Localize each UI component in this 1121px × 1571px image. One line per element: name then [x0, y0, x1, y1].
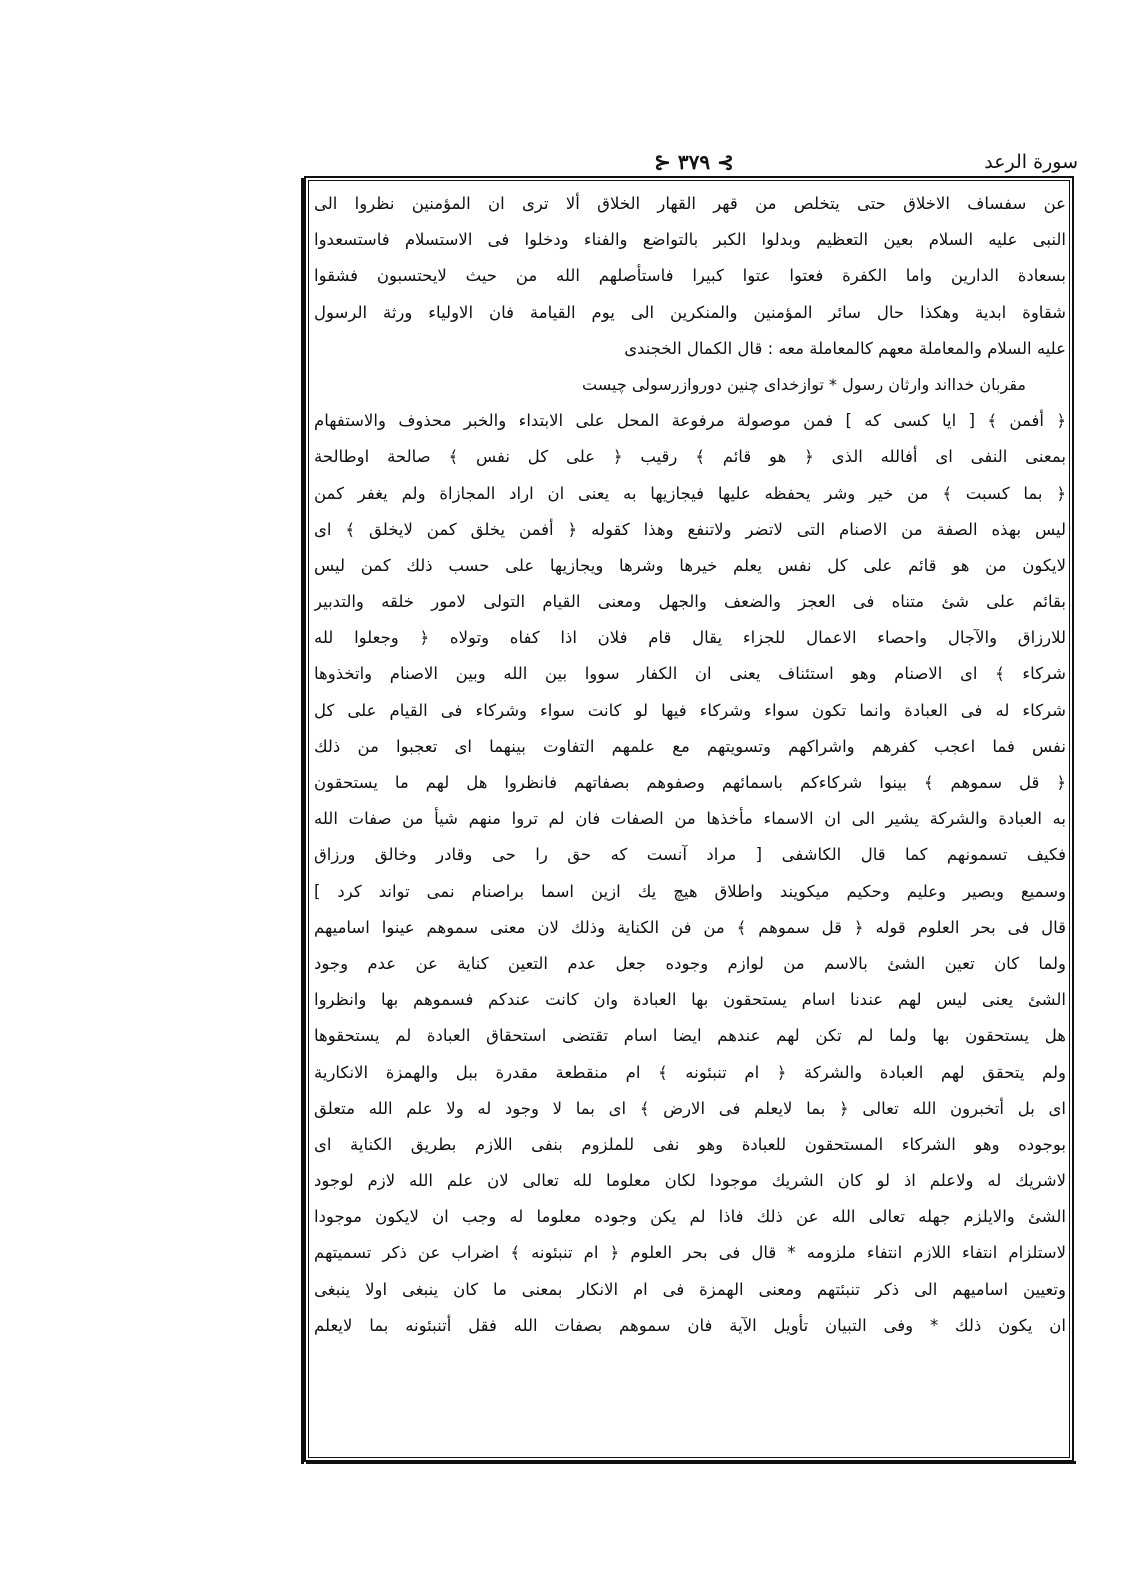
text-line: لاستلزام انتفاء اللازم انتفاء ملزومه * قال فى بحر العلوم ﴿ ام تنبئونه ﴾ اضراب عن ذكر تسميتهم: [314, 1243, 1066, 1263]
text-line: عن سفساف الاخلاق حتى يتخلص من قهر القهار الخلاق ألا ترى ان المؤمنين نظروا الى: [314, 194, 1066, 213]
surah-name: سورة الرعد: [984, 151, 1078, 173]
text-line: لايكون من هو قائم على كل نفس يعلم خيرها وشرها ويجازيها على حسب ذلك كمن ليس: [314, 555, 1066, 575]
text-line: نفس فما اعجب كفرهم واشراكهم وتسويتهم مع علمهم التفاوت بينهما اى تعجبوا من ذلك: [314, 736, 1066, 756]
text-line: بقائم على شئ متناه فى العجز والضعف والجهل ومعنى القيام التولى لامور خلقه والتدبير: [314, 592, 1066, 612]
text-line: وتعيين اساميهم الى ذكر تنبئتهم ومعنى الهمزة فى ام الانكار بمعنى ما كان ينبغى اولا ينبغى: [314, 1279, 1066, 1299]
page-number: ⊱ ٣٧٩ ⊰: [654, 150, 734, 174]
text-line: شركاء ﴾ اى الاصنام وهو استئناف يعنى ان الكفار سووا بين الله وبين الاصنام واتخذوها: [314, 664, 1066, 684]
text-line: ولم يتحقق لهم العبادة والشركة ﴿ ام تنبئونه ﴾ ام منقطعة مقدرة ببل والهمزة الانكارية: [314, 1062, 1066, 1082]
text-line: هل يستحقون بها ولما لم تكن لهم عندهم ايضا اسام تقتضى استحقاق العبادة لم يستحقوها: [314, 1026, 1066, 1046]
text-line: شقاوة ابدية وهكذا حال سائر المؤمنين والمنكرين الى يوم القيامة فان الاولياء ورثة الرسول: [314, 302, 1066, 322]
text-line: ﴿ قل سموهم ﴾ بينوا شركاءكم باسمائهم وصفوهم بصفاتهم فانظروا هل لهم ما يستحقون: [314, 773, 1066, 792]
text-line: الشئ والايلزم جهله تعالى الله عن ذلك فاذا لم يكن وجوده معلوما له وجب ان لايكون موجودا: [314, 1207, 1066, 1227]
persian-verse: مقربان خدااند وارثان رسول * توازخداى چنين دوروازرسولى چيست: [582, 374, 1026, 394]
text-line: ان يكون ذلك * وفى التبيان تأويل الآية فان سموهم بصفات الله فقل أتنبئونه بما لايعلم: [314, 1315, 1066, 1335]
text-line: وسميع وبصير وعليم وحكيم ميكويند واطلاق هيچ يك ازين اسما براصنام نمى تواند كرد ]: [314, 881, 1066, 901]
page-header: [310, 150, 1078, 174]
text-line: بوجوده وهو الشركاء المستحقون للعبادة وهو نفى للملزوم بنفى اللازم بطريق الكناية اى: [314, 1134, 1066, 1154]
text-line: شركاء له فى العبادة وانما تكون سواء وشركاء فيها لو كانت سواء وشركاء فى القيام على كل: [314, 700, 1066, 720]
text-line: لاشريك له ولاعلم اذ لو كان الشريك موجودا لكان معلوما لله تعالى لان علم الله لازم لوجود: [314, 1171, 1066, 1191]
text-line: ليس بهذه الصفة من الاصنام التى لاتضر ولاتنفع وهذا كقوله ﴿ أفمن يخلق كمن لايخلق ﴾ اى: [314, 519, 1066, 539]
text-line: بمعنى النفى اى أفالله الذى ﴿ هو قائم ﴾ رقيب ﴿ على كل نفس ﴾ صالحة اوطالحة: [314, 447, 1066, 467]
text-line: الشئ يعنى ليس لهم عندنا اسام يستحقون بها العبادة وان كانت عندكم فسموهم بها وانظروا: [314, 990, 1066, 1010]
text-line: النبى عليه السلام بعين التعظيم وبدلوا الكبر بالتواضع والفناء ودخلوا فى الاستسلام فاستسعدوا: [314, 230, 1066, 250]
text-line: عليه السلام والمعاملة معهم كالمعاملة معه : قال الكمال الخجندى: [624, 338, 1066, 358]
text-line: ﴿ أفمن ﴾ [ ايا كسى كه ] فمن موصولة مرفوعة المحل على الابتداء والخبر محذوف والاستفهام: [314, 411, 1066, 431]
text-line: بسعادة الدارين واما الكفرة فعتوا عتوا كبيرا فاستأصلهم الله من حيث لايحتسبون فشقوا: [314, 266, 1066, 286]
text-line: ولما كان تعين الشئ بالاسم من لوازم وجوده جعل عدم التعين كناية عن عدم وجود: [314, 953, 1066, 973]
text-line: ﴿ بما كسبت ﴾ من خير وشر يحفظه عليها فيجازيها به يعنى ان اراد المجازاة ولم يغفر كمن: [314, 483, 1066, 503]
body-text: [314, 186, 1066, 1344]
text-line: للارزاق والآجال واحصاء الاعمال للجزاء يقال قام فلان اذا كفاه وتولاه ﴿ وجعلوا لله: [314, 628, 1066, 648]
text-line: به العبادة والشركة يشير الى ان الاسماء مأخذها من الصفات فان لم تروا منهم شيأ من صفات الله: [314, 809, 1066, 829]
text-line: اى بل أتخبرون الله تعالى ﴿ بما لايعلم فى الارض ﴾ اى بما لا وجود له ولا علم الله متعلق: [314, 1098, 1066, 1118]
text-line: قال فى بحر العلوم قوله ﴿ قل سموهم ﴾ من فن الكناية وذلك لان معنى سموهم عينوا اساميهم: [314, 917, 1066, 937]
text-line: فكيف تسمونهم كما قال الكاشفى [ مراد آنست كه حق را حى وقادر وخالق ورزاق: [314, 845, 1066, 865]
